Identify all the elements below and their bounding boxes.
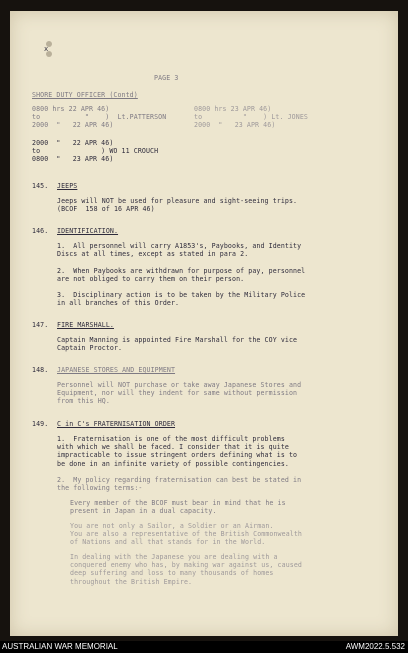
roster-right-line: to " ) Lt. JONES	[194, 113, 308, 121]
page-marker: PAGE 3	[154, 74, 179, 82]
section-number: 147.	[32, 321, 49, 329]
section-paragraph: 2. My policy regarding fraternisation can best be stated in the following terms:-	[57, 476, 302, 493]
section-heading: JEEPS	[57, 182, 78, 190]
quote-paragraph: You are not only a Sailor, a Soldier or an Airman. You are also a representative of the British Commonwealth of Nations and all that stands for in the World.	[70, 522, 302, 547]
section-heading: C in C's FRATERNISATION ORDER	[57, 420, 176, 428]
roster-right-line: 2000 " 23 APR 46)	[194, 121, 276, 129]
section-paragraph: 2. When Paybooks are withdrawn for purpose of pay, personnel are not obliged to carry them on their person.	[57, 267, 306, 284]
section-paragraph: Jeeps will NOT be used for pleasure and sight-seeing trips. (BCOF 158 of 16 APR 46)	[57, 197, 298, 214]
roster-left-line: to " ) Lt.PATTERSON	[32, 113, 167, 121]
section-paragraph: 1. Fraternisation is one of the most difficult problems with which we shall be faced. I consider that it is quite impracticable to issue stringent orders defining what is to be done in an infinite variety of possible contingencies.	[57, 435, 298, 468]
roster-second-line: to ) WO 11 CROUCH	[32, 147, 159, 155]
section-number: 148.	[32, 366, 49, 374]
section-paragraph: 3. Disciplinary action is to be taken by the Military Police in all branches of this Order.	[57, 291, 306, 308]
roster-left-line: 0800 hrs 22 APR 46)	[32, 105, 110, 113]
quote-paragraph: In dealing with the Japanese you are dealing with a conquered enemy who has, by making war against us, caused deep suffering and loss to many thousands of homes throughout the British Empire.	[70, 553, 302, 586]
section-heading: IDENTIFICATION.	[57, 227, 119, 235]
roster-second-line: 0800 " 23 APR 46)	[32, 155, 114, 163]
roster-right-line: 0800 hrs 23 APR 46)	[194, 105, 272, 113]
shift-heading: SHORE DUTY OFFICER (Contd)	[32, 91, 138, 99]
roster-second-line: 2000 " 22 APR 46)	[32, 139, 114, 147]
section-number: 149.	[32, 420, 49, 428]
section-paragraph: 1. All personnel will carry A1853's, Paybooks, and Identity Discs at all times, except as stated in para 2.	[57, 242, 302, 259]
footer-bar	[0, 641, 408, 653]
accession-number: AWM2022.5.532	[345, 642, 405, 651]
marginal-mark: x	[44, 45, 49, 53]
section-number: 146.	[32, 227, 49, 235]
roster-left-line: 2000 " 22 APR 46)	[32, 121, 114, 129]
section-paragraph: Personnel will NOT purchase or take away Japanese Stores and Equipment, nor will they indent for same without permission from this HQ.	[57, 381, 302, 406]
section-number: 145.	[32, 182, 49, 190]
section-heading: JAPANESE STORES AND EQUIPMENT	[57, 366, 176, 374]
section-heading: FIRE MARSHALL.	[57, 321, 114, 329]
section-paragraph: Captain Manning is appointed Fire Marshall for the COY vice Captain Proctor.	[57, 336, 298, 353]
document-page	[10, 11, 398, 636]
quote-paragraph: Every member of the BCOF must bear in mind that he is present in Japan in a dual capacity.	[70, 499, 286, 516]
institution-label: AUSTRALIAN WAR MEMORIAL	[2, 642, 118, 651]
